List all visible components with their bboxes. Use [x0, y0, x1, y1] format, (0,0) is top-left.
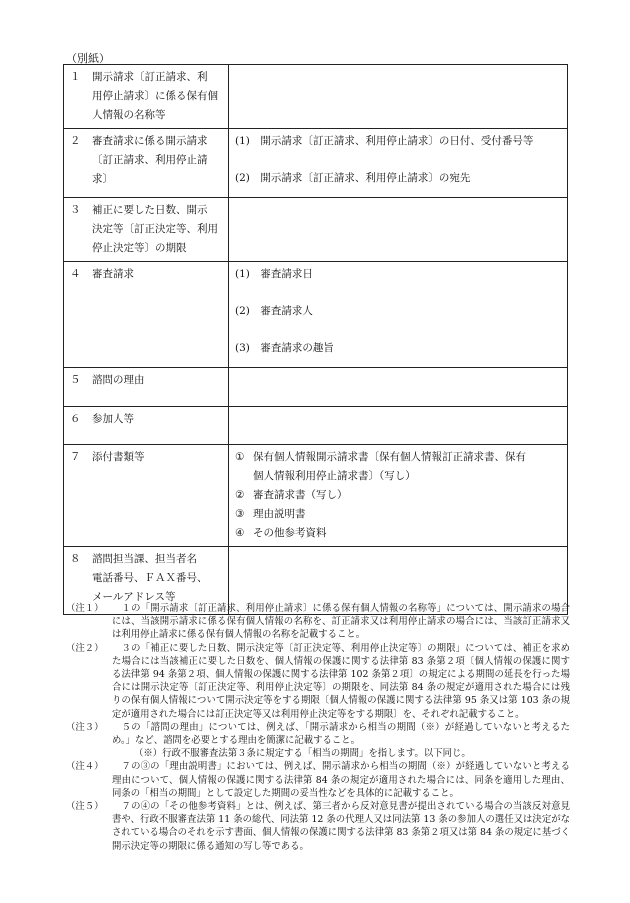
- table-row: [64, 198, 568, 262]
- note-4: （注４） ７の③の「理由説明書」においては、例えば、開示請求から相当の期間（※）が経過していないと考える理由について、個人情報の保護に関する法律第 84 条の規定が適用された場合には、同条を適用した理由、同条の「相当の期間」として設定した期間の妥当性などを具体的に記載すること。: [66, 761, 570, 799]
- note-5: （注５） ７の④の「その他参考資料」とは、例えば、第三者から反対意見書が提出されている場合の当該反対意見書や、行政不服審査法第 11 条の総代、同法第 12 条の代理人又は同法第 13 条の参加人の選任又は決定がなされている場合のそれを示す書面、個人情報の保護に関する法律第 83 条第２項又は第 84 条の規定に基づく開示決定等の期限に係る通知の写し等である。: [66, 801, 570, 852]
- note-1: （注１） １の「開示請求〔訂正請求、利用停止請求〕に係る保有個人情報の名称等」については、開示請求の場合には、当該開示請求に係る保有個人情報の名称を、訂正請求又は利用停止請求の場合には、当該訂正請求又は利用停止請求に係る保有個人情報の名称を記載すること。: [66, 603, 570, 641]
- row-label: １ 開示請求〔訂正請求、利 用停止請求〕に係る保有個 人情報の名称等: [64, 65, 229, 129]
- table-row: [64, 445, 568, 547]
- row-label: ５ 諮問の理由: [64, 368, 229, 407]
- notes-section: [66, 602, 570, 853]
- row-content: [229, 65, 568, 129]
- row-content: [229, 407, 568, 445]
- note-3-asterisk: （※）行政不服審査法第３条に規定する「相当の期間」を指します。以下同じ。: [134, 748, 471, 760]
- row-label: ４ 審査請求: [64, 262, 229, 368]
- list-item: ④ その他参考資料: [235, 527, 327, 539]
- row-content: [229, 198, 568, 262]
- row-content: [229, 368, 568, 407]
- table-row: [64, 407, 568, 445]
- row-label: ８ 諮問担当課、担当者名 電話番号、ＦＡＸ番号、 メールアドレス等: [64, 547, 229, 615]
- row-label: ２ 審査請求に係る開示請求 〔訂正請求、利用停止請求〕: [64, 129, 229, 198]
- list-item: ① 保有個人情報開示請求書〔保有個人情報訂正請求書、保有 個人情報利用停止請求書〕（写し）: [235, 451, 526, 482]
- row-label: ３ 補正に要した日数、開示 決定等〔訂正決定等、利用 停止決定等〕の期限: [64, 198, 229, 262]
- note-3: （注３） ５の「諮問の理由」については、例えば、「開示請求から相当の期間（※）が経過していないと考えるため。」など、諮問を必要とする理由を簡潔に記載すること。: [66, 721, 570, 747]
- row-label: ６ 参加人等: [64, 407, 229, 445]
- note-2: （注２） ３の「補正に要した日数、開示決定等〔訂正決定等、利用停止決定等〕の期限」については、補正を求めた場合には当該補正に要した日数を、個人情報の保護に関する法律第 83 条第２項〔個人情報の保護に関する法律第 94 条第２項、個人情報の保護に関する法律第 102 条第２項〕の規定による期間の延長を行った場合には開示決定等〔訂正決定等、利用停止決定等〕の期限を、同法第 84 条の規定が適用された場合には残りの保有個人情報について開示決定等をする期限〔個人情報の保護に関する法律第 95 条又は第 103 条の規定が適用された場合には訂正決定等又は利用停止決定等をする期限〕を、それぞれ記載すること。: [66, 642, 570, 720]
- attachments-list: [229, 445, 568, 547]
- table-row: [64, 368, 568, 407]
- row-content: (1) 開示請求〔訂正請求、利用停止請求〕の日付、受付番号等 (2) 開示請求〔訂正請求、利用停止請求〕の宛先: [229, 129, 568, 198]
- inquiry-form-table: [63, 64, 568, 615]
- row-content: (1) 審査請求日 (2) 審査請求人 (3) 審査請求の趣旨: [229, 262, 568, 368]
- list-item: ② 審査請求書（写し）: [235, 489, 348, 501]
- list-item: ③ 理由説明書: [235, 508, 306, 520]
- table-row: [64, 129, 568, 198]
- attachment-header: （別紙）: [66, 52, 110, 65]
- row-label: ７ 添付書類等: [64, 445, 229, 547]
- table-row: [64, 262, 568, 368]
- table-row: [64, 65, 568, 129]
